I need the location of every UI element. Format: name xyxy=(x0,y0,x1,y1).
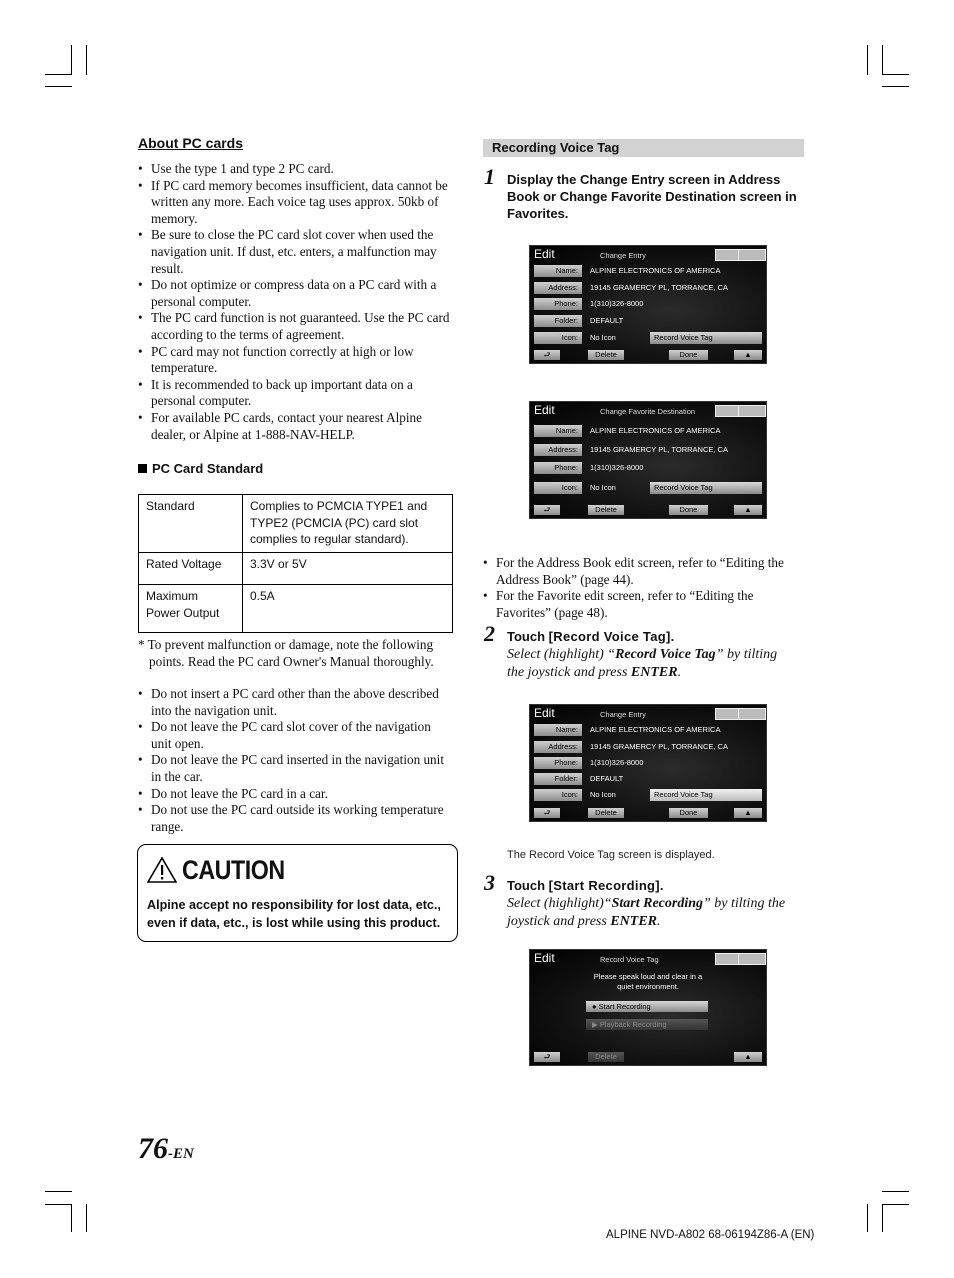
change-favorite-destination-screen xyxy=(529,401,767,519)
list-item: • The PC card function is not guaranteed. Use the PC card according to the terms of agreement. xyxy=(138,310,454,343)
record-screen-caption: The Record Voice Tag screen is displayed. xyxy=(507,849,715,861)
up-arrow-icon[interactable]: ▲ xyxy=(734,808,762,818)
list-item: • Do not optimize or compress data on a PC card with a personal computer. xyxy=(138,277,454,310)
name-row: Name: ALPINE ELECTRONICS OF AMERICA xyxy=(534,265,762,278)
delete-button[interactable]: Delete xyxy=(588,505,624,515)
list-item: • Do not use the PC card outside its working temperature range. xyxy=(138,802,454,835)
phone-row: Phone: 1(310)326-8000 xyxy=(534,298,762,311)
icon-row: Icon: No Icon xyxy=(534,482,762,495)
delete-button[interactable]: Delete xyxy=(588,808,624,818)
up-arrow-icon[interactable]: ▲ xyxy=(734,1052,762,1062)
recording-voice-tag-section-bar: Recording Voice Tag xyxy=(483,139,804,157)
record-instruction: Please speak loud and clear in a quiet environment. xyxy=(593,972,703,991)
back-arrow-icon[interactable]: ⮐ xyxy=(534,1052,560,1062)
record-voice-tag-button[interactable]: Record Voice Tag xyxy=(650,789,762,801)
screen-edit-label: Edit xyxy=(534,403,555,417)
step-1-text: Display the Change Entry screen in Address Book or Change Favorite Destination screen in Favorites. xyxy=(507,172,797,221)
step-3-number: 3 xyxy=(484,870,495,895)
screen-edit-label: Edit xyxy=(534,951,555,965)
list-item: • Use the type 1 and type 2 PC card. xyxy=(138,161,454,178)
change-entry-screen-highlighted xyxy=(529,704,767,822)
table-row: Maximum Power Output 0.5A xyxy=(139,585,453,633)
list-item: • For available PC cards, contact your nearest Alpine dealer, or Alpine at 1-888-NAV-HELP. xyxy=(138,410,454,443)
icon-row: Icon: No Icon xyxy=(534,789,762,802)
done-button[interactable]: Done xyxy=(669,505,708,515)
record-voice-tag-button[interactable]: Record Voice Tag xyxy=(650,332,762,344)
address-row: Address: 19145 GRAMERCY PL, TORRANCE, CA xyxy=(534,741,762,754)
step-1-number: 1 xyxy=(484,164,495,189)
phone-row: Phone: 1(310)326-8000 xyxy=(534,462,762,475)
delete-button[interactable]: Delete xyxy=(588,1052,624,1062)
pc-card-standard-heading: PC Card Standard xyxy=(138,461,263,476)
square-bullet-icon xyxy=(138,464,147,473)
screen-title: Record Voice Tag xyxy=(600,955,659,964)
pc-card-standard-table xyxy=(138,494,453,633)
page-number: 76-EN xyxy=(138,1132,194,1165)
done-button[interactable]: Done xyxy=(669,350,708,360)
list-item: • Do not insert a PC card other than the above described into the navigation unit. xyxy=(138,686,454,719)
keypad-icon[interactable] xyxy=(738,708,766,720)
list-item: • Do not leave the PC card in a car. xyxy=(138,786,454,803)
phone-row: Phone: 1(310)326-8000 xyxy=(534,757,762,770)
precaution-note: * To prevent malfunction or damage, note the following points. Read the PC card Owner's Manual thoroughly. xyxy=(138,637,434,669)
delete-button[interactable]: Delete xyxy=(588,350,624,360)
up-arrow-icon[interactable]: ▲ xyxy=(734,350,762,360)
screen-title: Change Entry xyxy=(600,251,646,260)
list-item: • Do not leave the PC card inserted in the navigation unit in the car. xyxy=(138,752,454,785)
reference-list xyxy=(483,555,801,621)
list-item: • For the Favorite edit screen, refer to “Editing the Favorites” (page 48). xyxy=(483,588,801,621)
icon-row: Icon: No Icon xyxy=(534,332,762,345)
playback-recording-button[interactable]: ▶ Playback Recording xyxy=(586,1019,708,1030)
keypad-icon[interactable] xyxy=(738,405,766,417)
caution-box xyxy=(137,844,458,942)
start-recording-button[interactable]: ● Start Recording xyxy=(586,1001,708,1012)
keypad-icon[interactable] xyxy=(738,249,766,261)
name-row: Name: ALPINE ELECTRONICS OF AMERICA xyxy=(534,724,762,737)
step-2-instruction: Select (highlight) “Record Voice Tag” by tilting the joystick and press ENTER. xyxy=(507,647,778,680)
list-item: • If PC card memory becomes insufficient, data cannot be written any more. Each voice tag uses approx. 50kb of memory. xyxy=(138,178,454,228)
folder-row: Folder: DEFAULT xyxy=(534,315,762,328)
change-entry-screen xyxy=(529,245,767,364)
keypad-icon[interactable] xyxy=(738,953,766,965)
list-item: • Do not leave the PC card slot cover of the navigation unit open. xyxy=(138,719,454,752)
about-list xyxy=(138,161,454,443)
record-voice-tag-screen xyxy=(529,949,767,1066)
step-2-heading: Touch [Record Voice Tag]. xyxy=(507,629,675,644)
screen-edit-label: Edit xyxy=(534,706,555,720)
list-item: • Be sure to close the PC card slot cover when used the navigation unit. If dust, etc. enters, a malfunction may result. xyxy=(138,227,454,277)
name-row: Name: ALPINE ELECTRONICS OF AMERICA xyxy=(534,425,762,438)
address-row: Address: 19145 GRAMERCY PL, TORRANCE, CA xyxy=(534,282,762,295)
warning-triangle-icon xyxy=(147,857,177,883)
caution-text: Alpine accept no responsibility for lost data, etc., even if data, etc., is lost while using this product. xyxy=(147,898,441,930)
folder-row: Folder: DEFAULT xyxy=(534,773,762,786)
step-2-number: 2 xyxy=(484,621,495,646)
back-arrow-icon[interactable]: ⮐ xyxy=(534,808,560,818)
screen-edit-label: Edit xyxy=(534,247,555,261)
list-item: • For the Address Book edit screen, refer to “Editing the Address Book” (page 44). xyxy=(483,555,801,588)
back-arrow-icon[interactable]: ⮐ xyxy=(534,350,560,360)
step-3-heading: Touch [Start Recording]. xyxy=(507,878,664,893)
back-arrow-icon[interactable]: ⮐ xyxy=(534,505,560,515)
up-arrow-icon[interactable]: ▲ xyxy=(734,505,762,515)
address-row: Address: 19145 GRAMERCY PL, TORRANCE, CA xyxy=(534,444,762,457)
record-voice-tag-button[interactable]: Record Voice Tag xyxy=(650,482,762,494)
screen-title: Change Favorite Destination xyxy=(600,407,696,416)
table-row: Rated Voltage 3.3V or 5V xyxy=(139,553,453,585)
step-3-instruction: Select (highlight)“Start Recording” by tilting the joystick and press ENTER. xyxy=(507,896,786,929)
table-row: Standard Complies to PCMCIA TYPE1 and TYPE2 (PCMCIA (PC) card slot complies to regular standard). xyxy=(139,495,453,553)
warning-list xyxy=(138,686,454,835)
document-id: ALPINE NVD-A802 68-06194Z86-A (EN) xyxy=(606,1229,815,1241)
list-item: • PC card may not function correctly at high or low temperature. xyxy=(138,344,454,377)
caution-title: CAUTION xyxy=(182,855,285,885)
list-item: • It is recommended to back up important data on a personal computer. xyxy=(138,377,454,410)
screen-title: Change Entry xyxy=(600,710,646,719)
about-pc-cards-title: About PC cards xyxy=(138,135,244,151)
done-button[interactable]: Done xyxy=(669,808,708,818)
